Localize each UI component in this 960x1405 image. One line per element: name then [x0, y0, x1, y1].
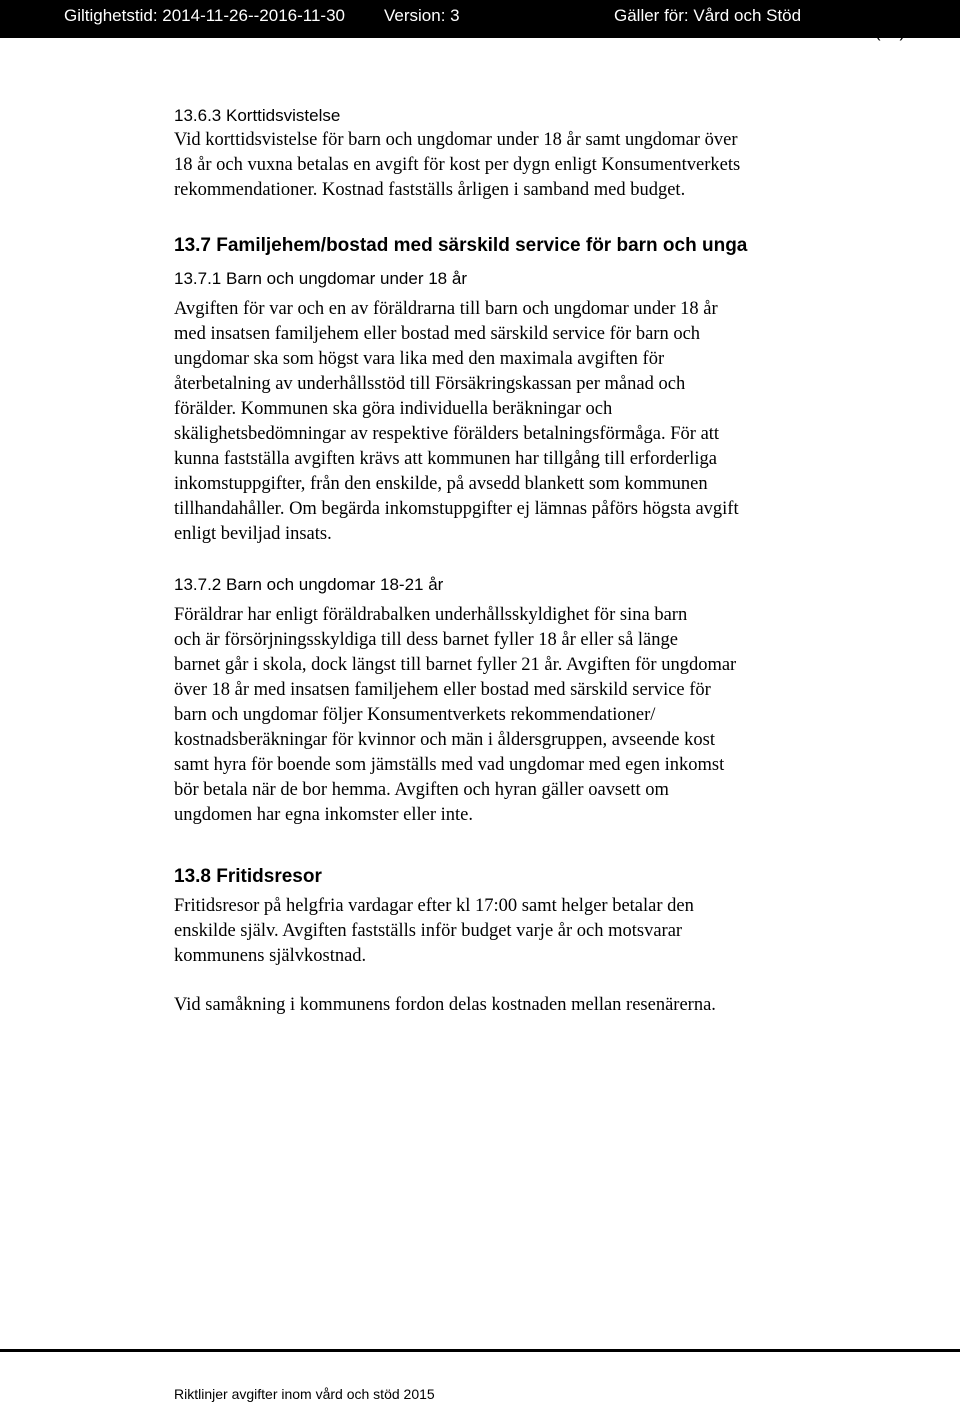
section-title-13-7: 13.7 Familjehem/bostad med särskild service för barn och unga: [174, 235, 748, 256]
paragraph-13-8-carpool: [174, 993, 854, 1018]
text-line: Vid korttidsvistelse för barn och ungdomar under 18 år samt ungdomar över: [174, 130, 738, 150]
section-title-13-7-2: 13.7.2 Barn och ungdomar 18-21 år: [174, 575, 444, 594]
footer-title: Riktlinjer avgifter inom vård och stöd 2015: [174, 1386, 435, 1402]
text-line: tillhandahåller. Om begärda inkomstuppgifter ej lämnas påförs högsta avgift: [174, 499, 739, 519]
text-line: Avgiften för var och en av föräldrarna till barn och ungdomar under 18 år: [174, 299, 718, 319]
text-line: inkomstuppgifter, från den enskilde, på avsedd blankett som kommunen: [174, 474, 708, 494]
text-line: kunna fastställa avgiften krävs att kommunen har tillgång till erforderliga: [174, 449, 718, 469]
text-line: och är försörjningsskyldiga till dess barnet fyller 18 år eller så länge: [174, 630, 678, 650]
text-line: barnet går i skola, dock längst till barnet fyller 21 år. Avgiften för ungdomar: [174, 655, 737, 675]
paragraph-13-8: [174, 894, 854, 969]
text-line: 18 år och vuxna betalas en avgift för kost per dygn enligt Konsumentverkets: [174, 155, 741, 175]
text-line: bör betala när de bor hemma. Avgiften och hyran gäller oavsett om: [174, 780, 669, 800]
text-line: återbetalning av underhållsstöd till Försäkringskassan per månad och: [174, 374, 686, 394]
footer-rule: [0, 1349, 960, 1352]
text-line: ungdomar ska som högst vara lika med den maximala avgiften för: [174, 349, 665, 369]
text-line: samt hyra för boende som jämställs med vad ungdomar med egen inkomst: [174, 755, 725, 775]
text-line: ungdomen har egna inkomster eller inte.: [174, 805, 473, 825]
text-line: enligt beviljad insats.: [174, 524, 332, 544]
paragraph-13-7-1: [174, 297, 854, 547]
text-line: förälder. Kommunen ska göra individuella beräkningar och: [174, 399, 613, 419]
text-line: med insatsen familjehem eller bostad med särskild service för barn och: [174, 324, 701, 344]
text-line: enskilde själv. Avgiften fastställs inför budget varje år och motsvarar: [174, 921, 683, 941]
document-header: [0, 0, 960, 38]
text-line: Vid samåkning i kommunens fordon delas kostnaden mellan resenärerna.: [174, 995, 716, 1015]
applies-to: Gäller för: Vård och Stöd: [614, 6, 802, 25]
text-line: barn och ungdomar följer Konsumentverkets rekommendationer/: [174, 705, 656, 725]
paragraph-13-6-3: [174, 128, 854, 203]
page-number: 16(16): [856, 22, 906, 41]
text-line: kommunens självkostnad.: [174, 946, 367, 966]
text-line: skälighetsbedömningar av respektive förälders betalningsförmåga. För att: [174, 424, 720, 444]
paragraph-13-7-2: [174, 603, 854, 828]
text-line: rekommendationer. Kostnad fastställs årligen i samband med budget.: [174, 180, 686, 200]
document-version: Version: 3: [384, 6, 460, 25]
section-title-13-7-1: 13.7.1 Barn och ungdomar under 18 år: [174, 269, 467, 288]
text-line: kostnadsberäkningar för kvinnor och män i åldersgruppen, avseende kost: [174, 730, 715, 750]
text-line: Föräldrar har enligt föräldrabalken underhållsskyldighet för sina barn: [174, 605, 688, 625]
text-line: Fritidsresor på helgfria vardagar efter kl 17:00 samt helger betalar den: [174, 896, 694, 916]
section-title-13-6-3: 13.6.3 Korttidsvistelse: [174, 106, 341, 125]
section-title-13-8: 13.8 Fritidsresor: [174, 866, 322, 887]
document-body: [174, 104, 854, 1018]
validity-period: Giltighetstid: 2014-11-26--2016-11-30: [64, 6, 345, 25]
text-line: över 18 år med insatsen familjehem eller bostad med särskild service för: [174, 680, 711, 700]
